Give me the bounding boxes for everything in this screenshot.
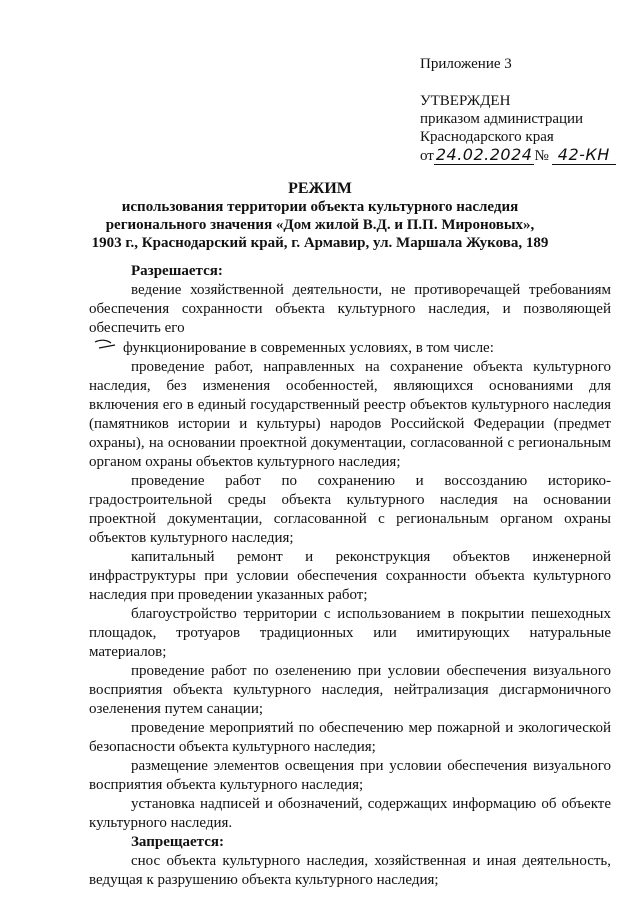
allowed-item-text: функционирование в современных условиях, в том числе:	[123, 340, 494, 356]
allowed-item: размещение элементов освещения при условии обеспечения визуального восприятия объекта культурного наследия;	[89, 758, 611, 793]
approval-line-2: Краснодарского края	[420, 129, 554, 145]
approval-line-1: приказом администрации	[420, 111, 584, 127]
document-heading: РЕЖИМ	[288, 180, 352, 197]
allowed-item	[89, 338, 611, 358]
appendix-label: Приложение 3	[420, 56, 512, 72]
forbidden-heading: Запрещается:	[131, 834, 225, 850]
document-body	[89, 262, 611, 890]
document-title-block	[90, 180, 550, 252]
allowed-item: ведение хозяйственной деятельности, не противоречащей требованиям обеспечения сохранности объекта культурного наследия, и позволяющей обеспечить его	[89, 282, 611, 336]
allowed-item: проведение мероприятий по обеспечению мер пожарной и экологической безопасности объекта культурного наследия;	[89, 720, 611, 755]
allowed-item: проведение работ по сохранению и воссозданию историко-градостроительной среды объекта культурного наследия на основании проектной документации, согласованной с региональным органом охраны объектов культурного наследия;	[89, 473, 611, 546]
allowed-heading: Разрешается:	[131, 263, 223, 279]
approval-block	[420, 92, 616, 165]
allowed-item: проведение работ по озеленению при условии обеспечения визуального восприятия объекта культурного наследия, нейтрализация дисгармоничного озеленения путем санации;	[89, 663, 611, 717]
allowed-item: установка надписей и обозначений, содержащих информацию об объекте культурного наследия.	[89, 796, 611, 831]
date-prefix: от	[420, 148, 434, 164]
allowed-item: капитальный ремонт и реконструкция объектов инженерной инфраструктуры при условии обеспечения сохранности объекта культурного наследия при проведении указанных работ;	[89, 549, 611, 603]
handwritten-date: 24.02.2024	[435, 145, 533, 164]
approval-title: УТВЕРЖДЕН	[420, 93, 511, 109]
approval-date-line	[420, 146, 616, 165]
forbidden-item: снос объекта культурного наследия, хозяйственная и иная деятельность, ведущая к разрушению объекта культурного наследия;	[89, 853, 611, 888]
allowed-item: проведение работ, направленных на сохранение объекта культурного наследия, без изменения особенностей, являющихся основаниями для включения его в единый государственный реестр объектов культурного наследия (памятников истории и культуры) народов Российской Федерации (предмет охраны), на основании проектной документации, согласованной с региональным органом охраны объектов культурного наследия;	[89, 359, 611, 470]
number-prefix: №	[534, 148, 549, 164]
allowed-item: благоустройство территории с использованием в покрытии пешеходных площадок, тротуаров традиционных или имитирующих натуральные материалов;	[89, 606, 611, 660]
handwritten-number: 42-КН	[552, 145, 616, 165]
handwritten-mark-icon	[93, 338, 123, 357]
document-subtitle: использования территории объекта культурного наследия регионального значения «Дом жилой В.Д. и П.П. Мироновых», 1903 г., Краснодарский край, г. Армавир, ул. Маршала Жукова, 189	[91, 199, 549, 251]
